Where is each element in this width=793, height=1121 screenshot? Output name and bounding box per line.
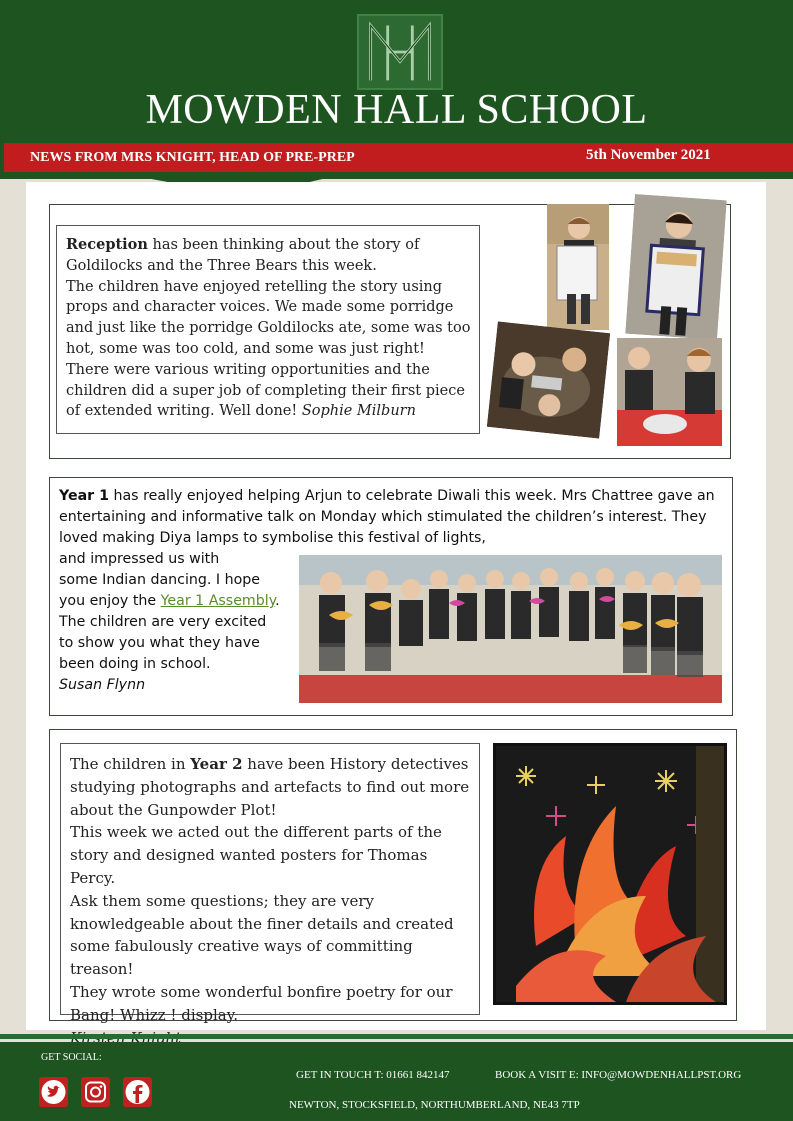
reception-body: The children have enjoyed retelling the story using props and character voices. We made some porridge and just like the porridge Goldilocks ate, some was too hot, some was too cold, and some was just right! There were various writing opportunities and the children did a super job of completing their first piece of extended writing. Well done! — [66, 278, 471, 420]
reception-photo-2 — [625, 194, 727, 340]
reception-text — [66, 235, 471, 422]
reception-author: Sophie Milburn — [301, 403, 416, 420]
year1-assembly-link[interactable]: Year 1 Assembly — [160, 593, 276, 609]
footer-visit[interactable]: BOOK A VISIT E: INFO@MOWDENHALLPST.ORG — [495, 1069, 742, 1081]
banner-date: 5th November 2021 — [586, 147, 711, 163]
year1-line-pre: you enjoy the — [59, 593, 161, 609]
year2-paragraph: They wrote some wonderful bonfire poetry for our Bang! Whizz ! display. — [70, 982, 453, 1024]
social-label: GET SOCIAL: — [41, 1052, 102, 1063]
reception-heading: Reception — [66, 236, 148, 253]
year1-line: and impressed us with — [59, 551, 220, 567]
year1-line: The children are very excited — [59, 614, 267, 630]
year2-intro-post: have been History detectives studying photographs and artefacts to find out more about the Gunpowder Plot! — [70, 755, 470, 819]
school-logo — [357, 14, 443, 90]
footer-divider — [0, 1034, 793, 1039]
year2-bonfire-photo — [493, 743, 727, 1005]
instagram-icon[interactable] — [81, 1077, 110, 1107]
year2-paragraph: This week we acted out the different parts of the story and designed wanted posters for Thomas Percy. — [70, 823, 442, 887]
year1-class-photo — [299, 555, 722, 703]
year2-heading: Year 2 — [190, 755, 243, 773]
reception-photo-3 — [487, 321, 610, 438]
school-name: MOWDEN HALL SCHOOL — [145, 87, 648, 133]
year1-line-post: . — [275, 593, 280, 609]
footer-contact: GET IN TOUCH T: 01661 842147 — [296, 1069, 450, 1081]
reception-textbox — [56, 225, 480, 434]
reception-photo-1 — [547, 204, 609, 330]
year1-intro-text — [59, 486, 723, 549]
year1-line: to show you what they have — [59, 635, 260, 651]
banner-title: NEWS FROM MRS KNIGHT, HEAD OF PRE-PREP — [30, 150, 355, 165]
year2-intro-pre: The children in — [70, 755, 191, 773]
year2-text — [70, 753, 473, 1049]
facebook-icon[interactable] — [123, 1077, 152, 1107]
reception-photo-4 — [617, 338, 722, 446]
year1-intro: has really enjoyed helping Arjun to celebrate Diwali this week. Mrs Chattree gave an entertaining and informative talk on Monday which stimulated the children’s interest. They loved making Diya lamps to symbolise this festival of lights, — [59, 488, 715, 546]
year1-line — [59, 591, 299, 612]
footer-address: NEWTON, STOCKSFIELD, NORTHUMBERLAND, NE43 7TP — [289, 1099, 580, 1111]
year1-heading: Year 1 — [59, 488, 109, 504]
year1-line: been doing in school. — [59, 656, 211, 672]
year1-author: Susan Flynn — [59, 677, 146, 693]
twitter-icon[interactable] — [39, 1077, 68, 1107]
year2-paragraph: Ask them some questions; they are very knowledgeable about the finer details and created some fabulously creative ways of committing treason! — [70, 891, 454, 979]
year2-textbox — [60, 743, 480, 1024]
reception-intro: has been thinking about the story of Goldilocks and the Three Bears this week. — [66, 237, 420, 274]
year1-line: some Indian dancing. I hope — [59, 572, 261, 588]
year1-side-text — [59, 549, 299, 696]
